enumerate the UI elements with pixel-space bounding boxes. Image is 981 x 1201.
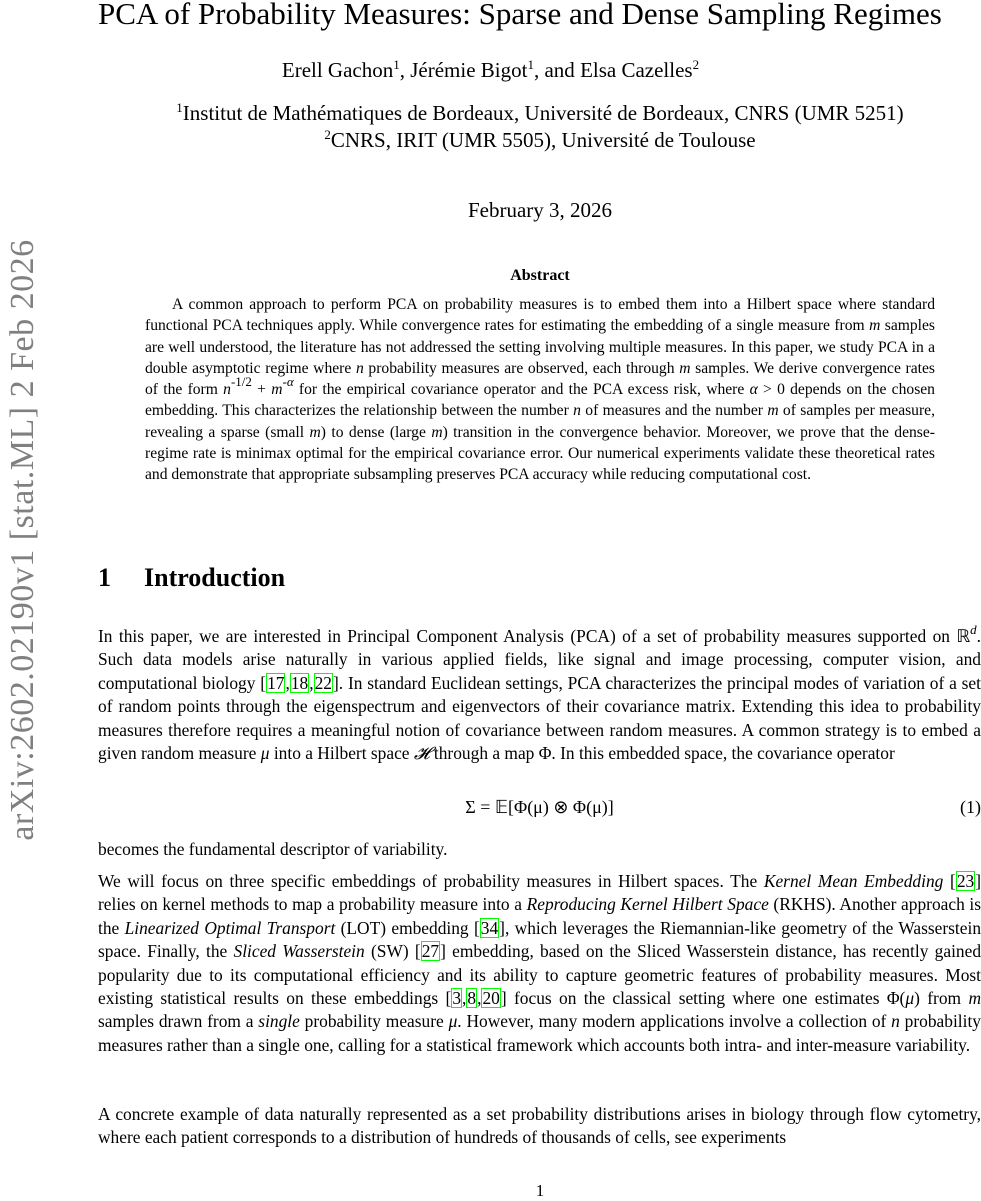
citation-link[interactable]: 8 <box>467 988 477 1009</box>
affiliation-text: CNRS, IRIT (UMR 5505), Université de Toulouse <box>330 128 756 152</box>
separator: , and <box>533 58 581 82</box>
citation-link[interactable]: 17 <box>267 672 285 693</box>
author-name: Erell Gachon <box>281 58 394 82</box>
page-number: 1 <box>535 1181 545 1200</box>
equation-body: Σ = 𝔼[Φ(μ) ⊗ Φ(μ)] <box>465 797 614 817</box>
math-mu: μ <box>260 743 270 764</box>
emphasis: single <box>258 1011 300 1032</box>
citation-link[interactable]: 27 <box>421 941 440 962</box>
emphasis: Linearized Optimal Transport <box>124 917 336 938</box>
emphasis: Reproducing Kernel Hilbert Space <box>526 894 769 915</box>
citation-link[interactable]: 34 <box>480 917 499 938</box>
section-title: Introduction <box>144 563 286 592</box>
citation-link[interactable]: 23 <box>956 871 975 891</box>
section-heading <box>98 563 285 593</box>
emphasis: Sliced Wasserstein <box>233 941 365 962</box>
abstract-heading: Abstract <box>510 267 570 284</box>
affiliation-mark: 1 <box>527 57 534 72</box>
citation-link[interactable]: 3 <box>452 988 462 1009</box>
equation-1 <box>98 797 981 821</box>
intro-paragraph-4: A concrete example of data naturally represented as a set probability distributions arises in biology through flow cytometry, where each patient corresponds to a distribution of hundreds of thousands of cells, see experiments <box>98 1104 981 1148</box>
math-hilbert-space: 𝓗 <box>413 743 430 764</box>
affiliation-mark: 1 <box>393 57 400 72</box>
intro-paragraph-2: becomes the fundamental descriptor of variability. <box>98 839 448 859</box>
author-name: Jérémie Bigot <box>410 58 528 82</box>
equation-number: (1) <box>960 797 981 817</box>
arxiv-sidebar <box>0 200 46 880</box>
affiliation-mark: 1 <box>176 100 183 115</box>
separator: , <box>399 58 411 82</box>
section-number: 1 <box>98 563 111 592</box>
author-name: Elsa Cazelles <box>580 58 693 82</box>
intro-paragraph-3: We will focus on three specific embeddings of probability measures in Hilbert spaces. The Kernel Mean Embedding [23] relies on kernel methods to map a probability measure into a Reproducing Kernel Hilbert Space (RKHS). Another approach is the Linearized Optimal Transport (LOT) embedding [34], which leverages the Riemannian-like geometry of the Wasserstein space. Finally, the Sliced Wasserstein (SW) [27] embedding, based on the Sliced Wasserstein distance, has recently gained popularity due to its computational efficiency and its ability to capture geometric features of probability measures. Most existing statistical results on these embeddings [3,8,20] focus on the classical setting where one estimates Φ(μ) from m samples drawn from a single probability measure μ. However, many modern applications involve a collection of n probability measures rather than a single one, calling for a statistical framework which accounts both intra- and inter-measure variability. <box>98 871 981 1055</box>
publication-date: February 3, 2026 <box>467 198 613 222</box>
citation-link[interactable]: 22 <box>314 672 332 693</box>
citation-link[interactable]: 18 <box>290 672 309 693</box>
affiliation-mark: 2 <box>324 127 331 142</box>
arxiv-identifier[interactable]: arXiv:2602.02190v1 [stat.ML] 2 Feb 2026 <box>4 239 41 841</box>
paper-title: PCA of Probability Measures: Sparse and Dense Sampling Regimes <box>98 0 942 31</box>
reals-symbol: ℝ <box>956 626 971 646</box>
affiliation-1 <box>0 101 981 126</box>
citation-link[interactable]: 20 <box>482 988 500 1009</box>
affiliation-2 <box>0 128 981 153</box>
author-list <box>0 58 981 83</box>
intro-paragraph-1: In this paper, we are interested in Principal Component Analysis (PCA) of a set of probability measures supported on ℝ$^d$. Such data models arise naturally in various applied fields, like signal and image processing, computer vision, and computational biology [17,18,22]. In standard Euclidean settings, PCA characterizes the principal modes of variation of a set of random points through the eigenspectrum and eigenvectors of their covariance matrix. Extending this idea to probability measures therefore requires a meaningful notion of covariance between random measures. A common strategy is to embed a given random measure μ into a Hilbert space 𝓗 through a map Φ. In this embedded space, the covariance operator <box>98 622 981 764</box>
abstract-body: A common approach to perform PCA on probability measures is to embed them into a Hilbert space where standard functional PCA techniques apply. While convergence rates for estimating the embedding of a single measure from m samples are well understood, the literature has not addressed the setting involving multiple measures. In this paper, we study PCA in a double asymptotic regime where n probability measures are observed, each through m samples. We derive convergence rates of the form $n^{-1/2} + m^{-\alpha}$ for the empirical covariance operator and the PCA excess risk, where α > 0 depends on the chosen embedding. This characterizes the relationship between the number n of measures and the number m of samples per measure, revealing a sparse (small m) to dense (large m) transition in the convergence behavior. Moreover, we prove that the dense-regime rate is minimax optimal for the empirical covariance error. Our numerical experiments validate these theoretical rates and demonstrate that appropriate subsampling preserves PCA accuracy while reducing computational cost. <box>145 296 936 484</box>
affiliation-text: Institut de Mathématiques de Bordeaux, Université de Bordeaux, CNRS (UMR 5251) <box>182 101 904 125</box>
affiliation-mark: 2 <box>692 57 700 72</box>
dimension-exponent: d <box>970 622 977 637</box>
emphasis: Kernel Mean Embedding <box>763 871 944 891</box>
